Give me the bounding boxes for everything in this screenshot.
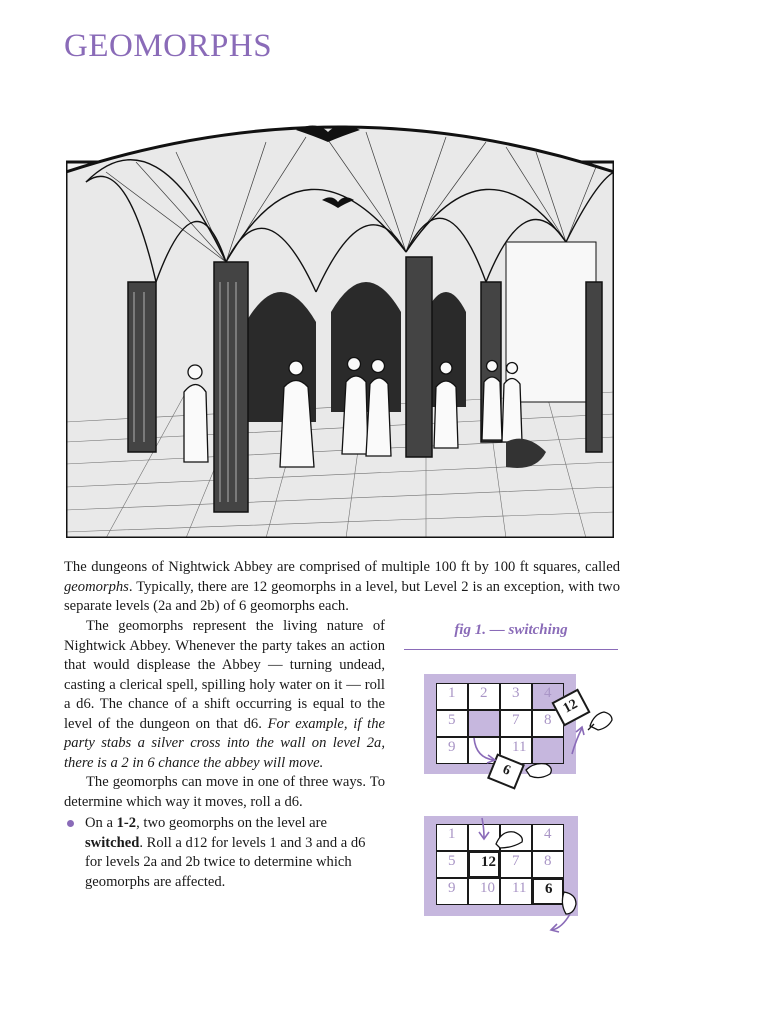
intro-paragraph: The dungeons of Nightwick Abbey are comprised of multiple 100 ft by 100 ft squares, called geomorphs. Typically, there are 12 geomorphs in a level, but Level 2 is an exception, with two separate levels (2a and 2b) of 6 geomorphs each.	[64, 559, 620, 614]
grid-bottom-cell: 11	[500, 878, 532, 905]
movement-list	[64, 814, 385, 892]
moved-geomorph-tile: 12	[551, 689, 590, 727]
grid-top-cell: 1	[436, 683, 468, 710]
grid-top-cell: 8	[532, 710, 564, 737]
movement-paragraph: The geomorphs can move in one of three ways. To determine which way it moves, roll a d6.	[64, 774, 385, 810]
grid-bottom-cell: 5	[436, 851, 468, 878]
switch-arrow-icon	[474, 816, 494, 842]
grid-top-cell: 4	[532, 683, 564, 710]
switch-arrow-icon	[548, 910, 574, 934]
grid-bottom-cell: 1	[436, 824, 468, 851]
grid-bottom-cell: 4	[532, 824, 564, 851]
grid-top-cell-empty	[468, 710, 500, 737]
grid-top-cell: 11	[500, 737, 532, 764]
grid-bottom-cell: 7	[500, 851, 532, 878]
figure-caption: fig 1. — switching	[404, 622, 618, 650]
switch-arrow-icon	[470, 736, 500, 766]
grid-top-cell: 5	[436, 710, 468, 737]
grid-top-cell: 7	[500, 710, 532, 737]
abbey-hall-illustration	[66, 92, 614, 538]
grid-bottom-cell-switched: 6	[532, 878, 564, 905]
grid-bottom-cell-switched: 12	[468, 851, 500, 878]
bullet-dot-icon	[67, 820, 74, 827]
page-title: GEOMORPHS	[64, 28, 273, 64]
shift-paragraph: The geomorphs represent the living nature of Nightwick Abbey. Whenever the party takes an action that would displease the Abbey — turning undead, casting a clerical spell, spilling holy water on it — roll a d6. The chance of a shift occurring is equal to the level of the dungeon on that d6. For example, if the party stabs a silver cross into the wall on level 2a, there is a 2 in 6 chance the abbey will move.	[64, 618, 385, 771]
hand-icon	[586, 706, 616, 734]
grid-top-cell: 9	[436, 737, 468, 764]
grid-bottom-cell: 8	[532, 851, 564, 878]
moved-geomorph-tile: 6	[487, 753, 525, 789]
hand-icon	[492, 826, 528, 850]
hand-icon	[524, 758, 556, 782]
grid-top-cell: 3	[500, 683, 532, 710]
grid-top-cell: 2	[468, 683, 500, 710]
bullet-switched: On a 1-2, two geomorphs on the level are switched. Roll a d12 for levels 1 and 3 and a d6 for levels 2a and 2b twice to determine which geomorphs are affected.	[64, 814, 385, 892]
rules-column	[64, 617, 385, 892]
grid-bottom-cell: 9	[436, 878, 468, 905]
grid-bottom-cell: 10	[468, 878, 500, 905]
